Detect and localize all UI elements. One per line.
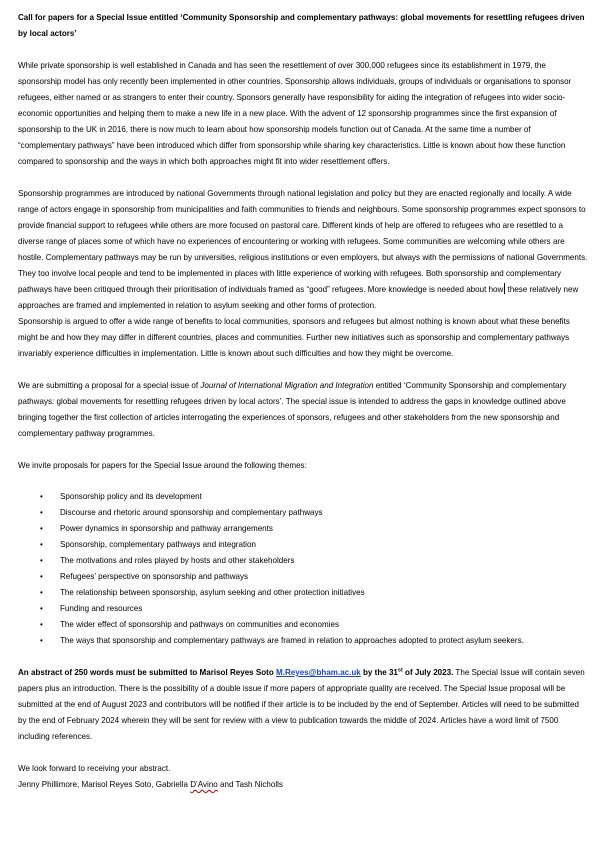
bullet-icon: • [40, 524, 43, 533]
list-item [18, 537, 588, 553]
theme-text: Refugees’ perspective on sponsorship and pathways [60, 572, 249, 581]
paragraph-abstract [18, 665, 588, 745]
list-item [18, 521, 588, 537]
bullet-icon: • [40, 620, 43, 629]
bullet-icon: • [40, 636, 43, 645]
bullet-icon: • [40, 588, 43, 597]
abstract-deadline-text: An abstract of 250 words must be submitted to Marisol Reyes Soto [18, 668, 276, 677]
theme-text: Funding and resources [60, 604, 143, 613]
paragraph-invite: We invite proposals for papers for the Special Issue around the following themes: [18, 461, 307, 470]
theme-text: The ways that sponsorship and complementary pathways are framed in relation to approaches adopted to protect asylum seekers. [60, 636, 524, 645]
paragraph-intro: While private sponsorship is well established in Canada and has seen the resettlement of over 300,000 refugees since its establishment in 1979, the sponsorship model has only recently been implemented in other countries. Sponsorship allows individuals, groups of individuals or organisations to sponsor refugees, either named or as strangers to enter their country. Sponsors generally have responsibility for aiding the integration of refugees into wider socio-economic opportunities and helping them to make a new life in a new place. With the advent of 12 sponsorship programmes since the first expansion of sponsorship to the UK in 2016, there is now much to learn about how sponsorship models function out of Canada. At the same time a number of “complementary pathways” have been introduced which differ from sponsorship while sharing key characteristics. Little is known about how these function compared to sponsorship and the ways in which both approaches might fit into wider resettlement offers. [18, 61, 572, 166]
theme-text: The motivations and roles played by hosts and other stakeholders [60, 556, 295, 565]
bullet-icon: • [40, 604, 43, 613]
closing-line: We look forward to receiving your abstract. [18, 764, 171, 773]
list-item [18, 601, 588, 617]
bullet-icon: • [40, 572, 43, 581]
theme-text: Discourse and rhetoric around sponsorship and complementary pathways [60, 508, 323, 517]
paragraph-programmes-text: Sponsorship programmes are introduced by national Governments through national legislation and policy but they are enacted regionally and locally. A wide range of actors engage in sponsorship from municipalities and faith communities to friends and neighbours. Some sponsorship programmes expect sponsors to provide financial support to refugees while others are more focused on pastoral care. Different kinds of help are offered to refugees who are resettled to a diverse range of places some of which have no experiences of encountering or working with refugees. Some communities are welcoming while others are hostile. Complementary pathways may be run by universities, religious institutions or even employers, but always with the permissions of national Governments. They too involve local people and tend to be implemented in places with little experience of working with refugees. Both sponsorship and complementary pathways have been critiqued through their prioritisation of individuals framed as “good” refugees. More knowledge is needed about how [18, 189, 588, 294]
list-item [18, 505, 588, 521]
email-link[interactable]: M.Reyes@bham.ac.uk [276, 668, 361, 677]
bullet-icon: • [40, 540, 43, 549]
list-item [18, 489, 588, 505]
themes-list [18, 489, 588, 649]
signature-names: Jenny Phillimore, Marisol Reyes Soto, Gabriella [18, 780, 191, 789]
signature-names-end: and Tash Nicholls [217, 780, 283, 789]
abstract-deadline-month: of July 2023. [402, 668, 454, 677]
bullet-icon: • [40, 508, 43, 517]
list-item [18, 569, 588, 585]
list-item [18, 633, 588, 649]
journal-name: Journal of International Migration and Integration [200, 381, 374, 390]
theme-text: Power dynamics in sponsorship and pathway arrangements [60, 524, 273, 533]
theme-text: Sponsorship, complementary pathways and integration [60, 540, 256, 549]
theme-text: Sponsorship policy and its development [60, 492, 202, 501]
document-title: Call for papers for a Special Issue entitled ‘Community Sponsorship and complementary pathways: global movements for resettling refugees driven by local actors’ [18, 13, 585, 38]
ordinal-suffix: st [397, 667, 403, 674]
list-item [18, 585, 588, 601]
theme-text: The relationship between sponsorship, asylum seeking and other protection initiatives [60, 588, 365, 597]
paragraph-proposal-text: We are submitting a proposal for a special issue of [18, 381, 201, 390]
signature-line [18, 777, 588, 793]
paragraph-proposal-text-2: entitled ‘Community Sponsorship and complementary pathways: global movements for resettling refugees driven by local actors’. The special issue is intended to address the gaps in knowledge outlined above bringing together the first collection of articles interrogating the experiences of sponsors, refugees and other stakeholders from the new sponsorship and complementary pathway programmes. [18, 381, 567, 438]
paragraph-proposal [18, 378, 588, 442]
abstract-deadline-date: by the 31 [360, 668, 398, 677]
bullet-icon: • [40, 556, 43, 565]
paragraph-programmes [18, 186, 588, 314]
paragraph-benefits: Sponsorship is argued to offer a wide range of benefits to local communities, sponsors and refugees but almost nothing is known about what these benefits might be and how they may differ in different countries, places and communities. Further new initiatives such as sponsorship and complementary pathways invariably experience difficulties in implementation. Little is known about such difficulties and how they might be overcome. [18, 317, 570, 358]
theme-text: The wider effect of sponsorship and pathways on communities and economies [60, 620, 339, 629]
bullet-icon: • [40, 492, 43, 501]
spellcheck-flagged-name: D’Avino [190, 780, 218, 789]
list-item [18, 617, 588, 633]
abstract-details-text: The Special Issue will contain seven papers plus an introduction. There is the possibility of a double issue if more papers of appropriate quality are received. The Special Issue proposal will be submitted at the end of August 2023 and contributors will be notified if their article is to be included by the end of September. Articles will need to be submitted by the end of February 2024 wherein they will be sent for review with a view to publication towards the middle of 2024. Articles have a word limit of 7500 including references. [18, 668, 585, 741]
paragraph-programmes-end: these relatively new approaches are framed and implemented in relation to asylum seeking and other forms of protection. [18, 285, 579, 310]
list-item [18, 553, 588, 569]
